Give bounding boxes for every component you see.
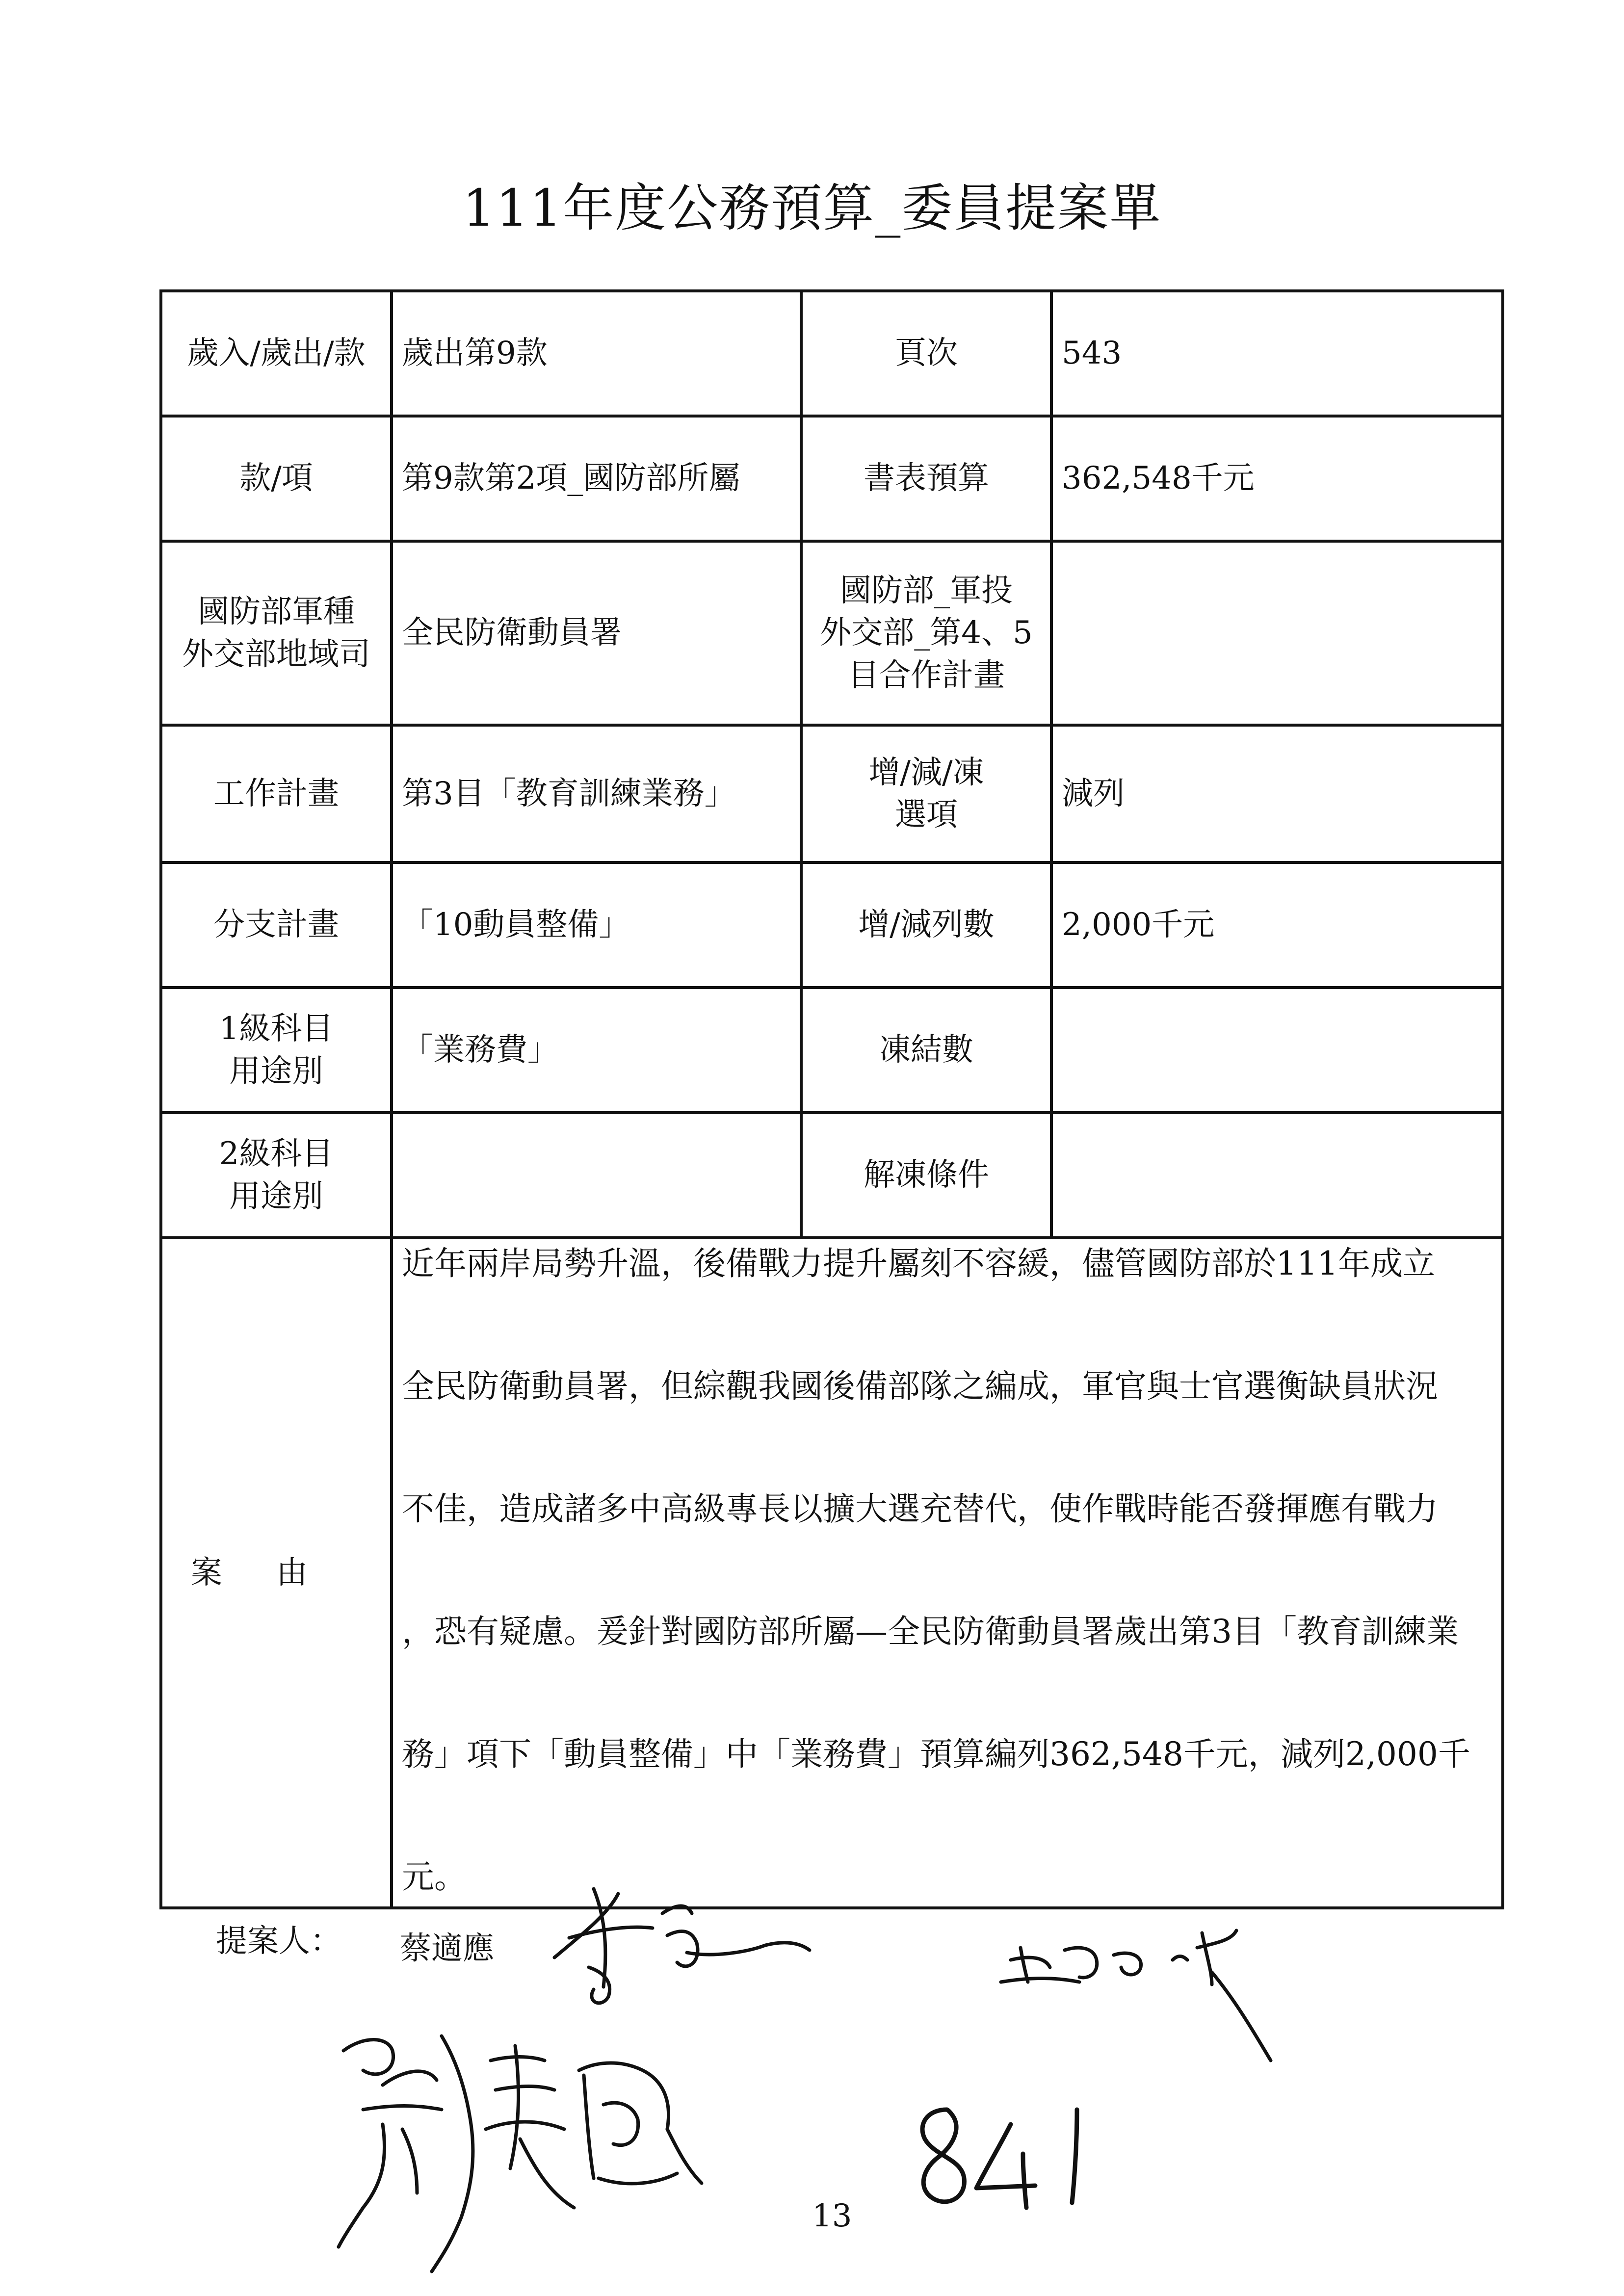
- field-label: 分支計畫: [161, 862, 392, 988]
- field-value: 第3目「教育訓練業務」: [392, 725, 801, 862]
- field-label: 工作計畫: [161, 725, 392, 862]
- field-value: 全民防衛動員署: [392, 541, 801, 725]
- field-label: 國防部軍種 外交部地域司: [161, 541, 392, 725]
- field-label: 1級科目 用途別: [161, 988, 392, 1113]
- field-value: 第9款第2項_國防部所屬: [392, 416, 801, 541]
- field-label: 國防部_軍投 外交部_第4、5 目合作計畫: [801, 541, 1051, 725]
- field-value: 「業務費」: [392, 988, 801, 1113]
- field-label: 書表預算: [801, 416, 1051, 541]
- reason-line: ，恐有疑慮。爰針對國防部所屬—全民防衛動員署歲出第3目「教育訓練業: [402, 1613, 1459, 1650]
- signature-1: [554, 1889, 810, 2003]
- reason-line: 近年兩岸局勢升溫，後備戰力提升屬刻不容緩，儘管國防部於111年成立: [402, 1245, 1435, 1282]
- reason-line: 元。: [402, 1858, 467, 1896]
- field-value: 「10動員整備」: [392, 862, 801, 988]
- field-label: 增/減/凍 選項: [801, 725, 1051, 862]
- field-value: 減列: [1051, 725, 1503, 862]
- reason-line: 務」項下「動員整備」中「業務費」預算編列362,548千元，減列2,000千: [402, 1735, 1470, 1773]
- field-label: 款/項: [161, 416, 392, 541]
- signature-3: [339, 2036, 702, 2271]
- field-value: 543: [1051, 291, 1503, 416]
- field-value: 2,000千元: [1051, 862, 1503, 988]
- field-value: 362,548千元: [1051, 416, 1503, 541]
- page-number: 13: [812, 2198, 852, 2234]
- field-label: 凍結數: [801, 988, 1051, 1113]
- signature-2: [1001, 1931, 1271, 2061]
- field-label: 2級科目 用途別: [161, 1113, 392, 1238]
- form-title: 111年度公務預算_委員提案單: [462, 178, 1162, 238]
- reason-line: 不佳，造成諸多中高級專長以擴大選充替代，使作戰時能否發揮應有戰力: [402, 1490, 1438, 1528]
- field-label: 頁次: [801, 291, 1051, 416]
- field-value: 歲出第9款: [392, 291, 801, 416]
- field-label: 增/減列數: [801, 862, 1051, 988]
- proposer-name: 蔡適應: [400, 1931, 494, 1967]
- proposer-label: 提案人：: [216, 1923, 341, 1959]
- reason-line: 全民防衛動員署，但綜觀我國後備部隊之編成，軍官與士官選衡缺員狀況: [402, 1367, 1438, 1405]
- field-label: 歲入/歲出/款: [161, 291, 392, 416]
- reason-label: 案由: [161, 1238, 392, 1908]
- handwritten-number: [922, 2110, 1077, 2208]
- field-label: 解凍條件: [801, 1113, 1051, 1238]
